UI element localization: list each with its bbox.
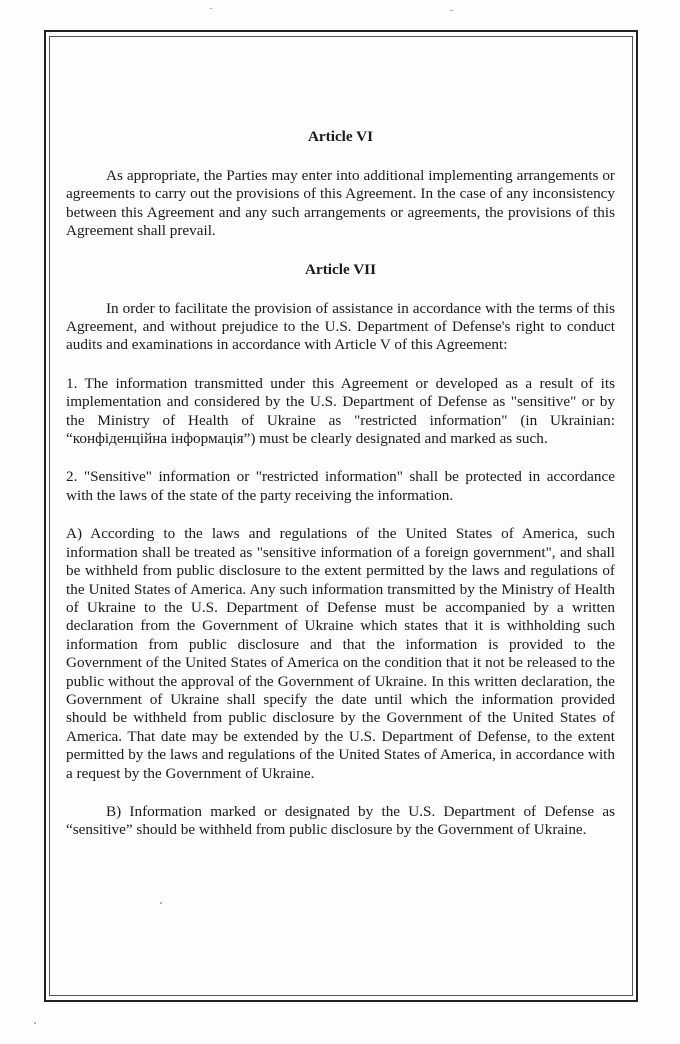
article-vii-item-a: A) According to the laws and regulations of the United States of America, such information shall be treated as "sensitive information of a foreign government", and shall be withheld from public disclosure to the extent permitted by the laws and regulations of the United States of America. Any such information transmitted by the Ministry of Health of Ukraine to the U.S. Department of Defense must be accompanied by a written declaration from the Government of Ukraine which states that it is withholding such information from public disclosure and that the information is provided to the Government of the United States of America on the condition that it not be released to the public without the approval of the Government of Ukraine. In this written declaration, the Government of Ukraine shall specify the date until which the information provided should be withheld from public disclosure by the Government of the United States of America. That date may be extended by the U.S. Department of Defense, to the extent permitted by the laws and regulations of the United States of America, in accordance with a request by the Government of Ukraine. <box>66 525 615 782</box>
article-vii-heading: Article VII <box>305 260 376 278</box>
article-vi-paragraph: As appropriate, the Parties may enter into additional implementing arrangements or agreements to carry out the provisions of this Agreement. In the case of any inconsistency between this Agreement and any such arrangements or agreements, the provisions of this Agreement shall prevail. <box>66 167 615 240</box>
article-vi-heading: Article VI <box>307 128 374 145</box>
article-vii-item-b: B) Information marked or designated by the U.S. Department of Defense as “sensitive” should be withheld from public disclosure by the Government of Ukraine. <box>66 802 615 839</box>
scan-speck <box>450 10 453 11</box>
document-body <box>66 128 615 840</box>
scan-speck <box>34 1022 36 1024</box>
scan-speck <box>160 902 162 904</box>
article-vii-item-2: 2. "Sensitive" information or "restricted information" shall be protected in accordance with the laws of the state of the party receiving the information. <box>66 468 615 504</box>
scan-speck <box>210 8 212 9</box>
article-vii-intro-paragraph: In order to facilitate the provision of assistance in accordance with the terms of this Agreement, and without prejudice to the U.S. Department of Defense's right to conduct audits and examinations in accordance with Article V of this Agreement: <box>66 299 615 354</box>
article-vii-item-1: 1. The information transmitted under this Agreement or developed as a result of its implementation and considered by the U.S. Department of Defense as "sensitive" or by the Ministry of Health of Ukraine as "restricted information" (in Ukrainian: “конфіденційна інформація”) must be clearly designated and marked as such. <box>66 374 615 448</box>
